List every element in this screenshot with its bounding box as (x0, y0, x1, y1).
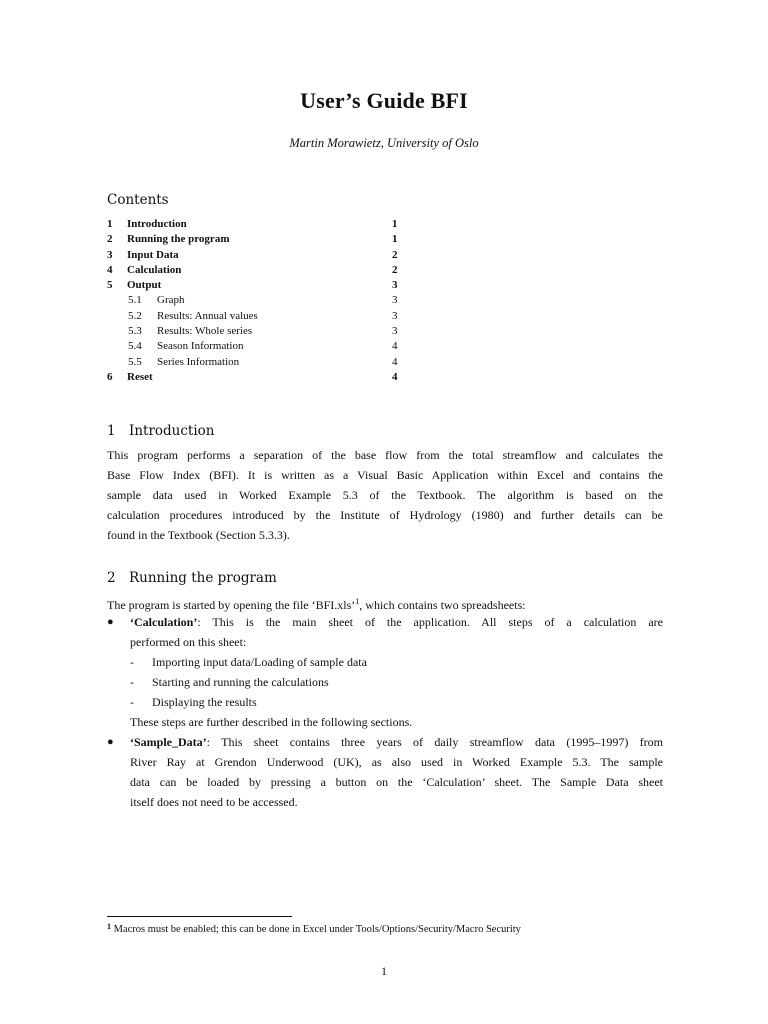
toc-entry[interactable]: 6 Reset 4 (107, 370, 398, 383)
toc-entry[interactable]: 2 Running the program 1 (107, 233, 398, 246)
bullet-sample-data: ● ‘Sample_Data’: This sheet contains three years of daily streamflow data (1995–1997) from River Ray at Grendon Underwood (UK), as also used in Worked Example 5.3. The sample data can be loaded by pressing a button on the ‘Calculation’ sheet. The Sample Data sheet itself does not need to be accessed. (107, 732, 663, 812)
running-program-intro: The program is started by opening the file ‘BFI.xls’$^1$, which contains two spreadsheets: (107, 597, 526, 612)
section-heading-introduction: 1 Introduction (107, 423, 215, 439)
toc-entry[interactable]: 5 Output 3 (107, 279, 398, 292)
step-item: Importing input data/Loading of sample data (152, 655, 367, 669)
toc-subentry[interactable]: 5.1 Graph 3 (128, 294, 398, 307)
footnote-separator (107, 916, 292, 917)
toc-subentry[interactable]: 5.5 Series Information 4 (128, 355, 398, 368)
toc-subentry[interactable]: 5.2 Results: Annual values 3 (128, 309, 398, 322)
term-calculation: ‘Calculation’ (130, 615, 198, 629)
toc-entry[interactable]: 4 Calculation 2 (107, 263, 398, 276)
author-line: Martin Morawietz, University of Oslo (289, 136, 479, 150)
footnote-reference[interactable]: 1 (355, 597, 360, 606)
footnote: $^1$ Macros must be enabled; this can be done in Excel under Tools/Options/Security/Macro Security (107, 922, 521, 935)
term-sample-data: ‘Sample_Data’ (130, 735, 207, 749)
step-item: Displaying the results (152, 695, 257, 709)
toc-subentry[interactable]: 5.3 Results: Whole series 3 (128, 325, 398, 338)
bullet-icon: ● (107, 616, 114, 628)
toc-heading: Contents (107, 192, 169, 208)
steps-note: These steps are further described in the following sections. (130, 715, 413, 729)
toc-entry[interactable]: 3 Input Data 2 (107, 248, 398, 261)
page-number: 1 (381, 964, 387, 978)
table-of-contents (107, 217, 407, 385)
introduction-paragraph: This program performs a separation of the base flow from the total streamflow and calculates the Base Flow Index (BFI). It is written as a Visual Basic Application within Excel and contains the sample data used in Worked Example 5.3 of the Textbook. The algorithm is based on the calculation procedures introduced by the Institute of Hydrology (1980) and further details can be found in the Textbook (Section 5.3.3). (107, 448, 663, 542)
bullet-calculation: ● ‘Calculation’: This is the main sheet of the application. All steps of a calculation are performed on this sheet: - Importing input data/Loading of sample data - Starting and running the calculations - Displaying the results These steps are further described in the following sections. (107, 612, 663, 732)
dash-icon: - (130, 675, 134, 689)
toc-entry[interactable]: 1 Introduction 1 (107, 218, 398, 230)
dash-icon: - (130, 655, 134, 669)
toc-subentry[interactable]: 5.4 Season Information 4 (128, 340, 398, 353)
document-title: User’s Guide BFI (300, 88, 468, 113)
footnote-mark: 1 (107, 922, 111, 931)
step-item: Starting and running the calculations (152, 675, 329, 689)
dash-icon: - (130, 695, 134, 709)
section-heading-running-program: 2 Running the program (107, 570, 277, 586)
bullet-icon: ● (107, 736, 114, 748)
